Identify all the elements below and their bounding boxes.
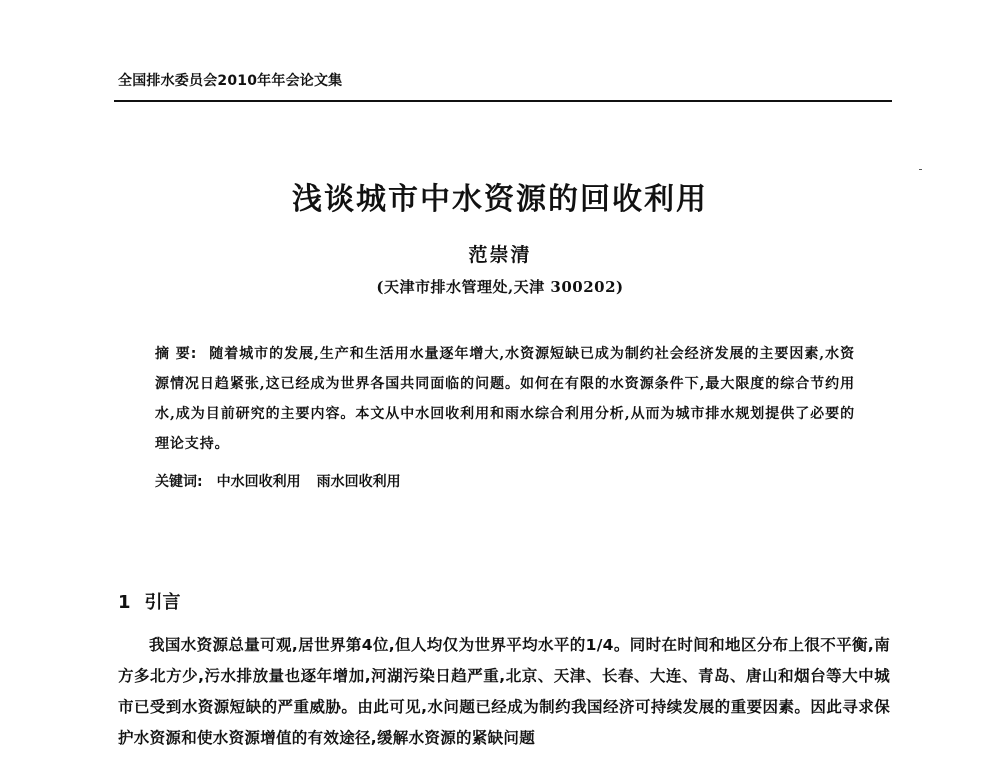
keywords [155, 471, 855, 493]
scan-speck [919, 169, 922, 170]
running-header: 全国排水委员会2010年年会论文集 [118, 73, 343, 89]
section-number: 1 [118, 592, 131, 613]
author-affiliation: (天津市排水管理处,天津 300202) [376, 278, 624, 296]
keyword: 中水回收利用 [216, 474, 301, 490]
paper-title: 浅谈城市中水资源的回收利用 [292, 182, 708, 217]
section-title: 引言 [144, 592, 181, 613]
author-name: 范崇清 [468, 244, 532, 266]
keywords-label: 关键词: [155, 474, 203, 490]
abstract-text: 随着城市的发展,生产和生活用水量逐年增大,水资源短缺已成为制约社会经济发展的主要因素,水资源情况日趋紧张,这已经成为世界各国共同面临的问题。如何在有限的水资源条件下,最大限度的综合节约用水,成为目前研究的主要内容。本文从中水回收利用和雨水综合利用分析,从而为城市排水规划提供了必要的理论支持。 [155, 346, 855, 452]
keyword: 雨水回收利用 [316, 474, 401, 490]
header-rule [114, 100, 892, 102]
body-paragraph: 我国水资源总量可观,居世界第4位,但人均仅为世界平均水平的1/4。同时在时间和地区分布上很不平衡,南方多北方少,污水排放量也逐年增加,河湖污染日趋严重,北京、天津、长春、大连、青岛、唐山和烟台等大中城市已受到水资源短缺的严重威胁。由此可见,水问题已经成为制约我国经济可持续发展的重要因素。因此寻求保护水资源和使水资源增值的有效途径,缓解水资源的紧缺问题 [118, 636, 890, 747]
abstract [155, 339, 855, 459]
section-heading [118, 588, 181, 614]
abstract-label: 摘 要: [155, 346, 198, 362]
